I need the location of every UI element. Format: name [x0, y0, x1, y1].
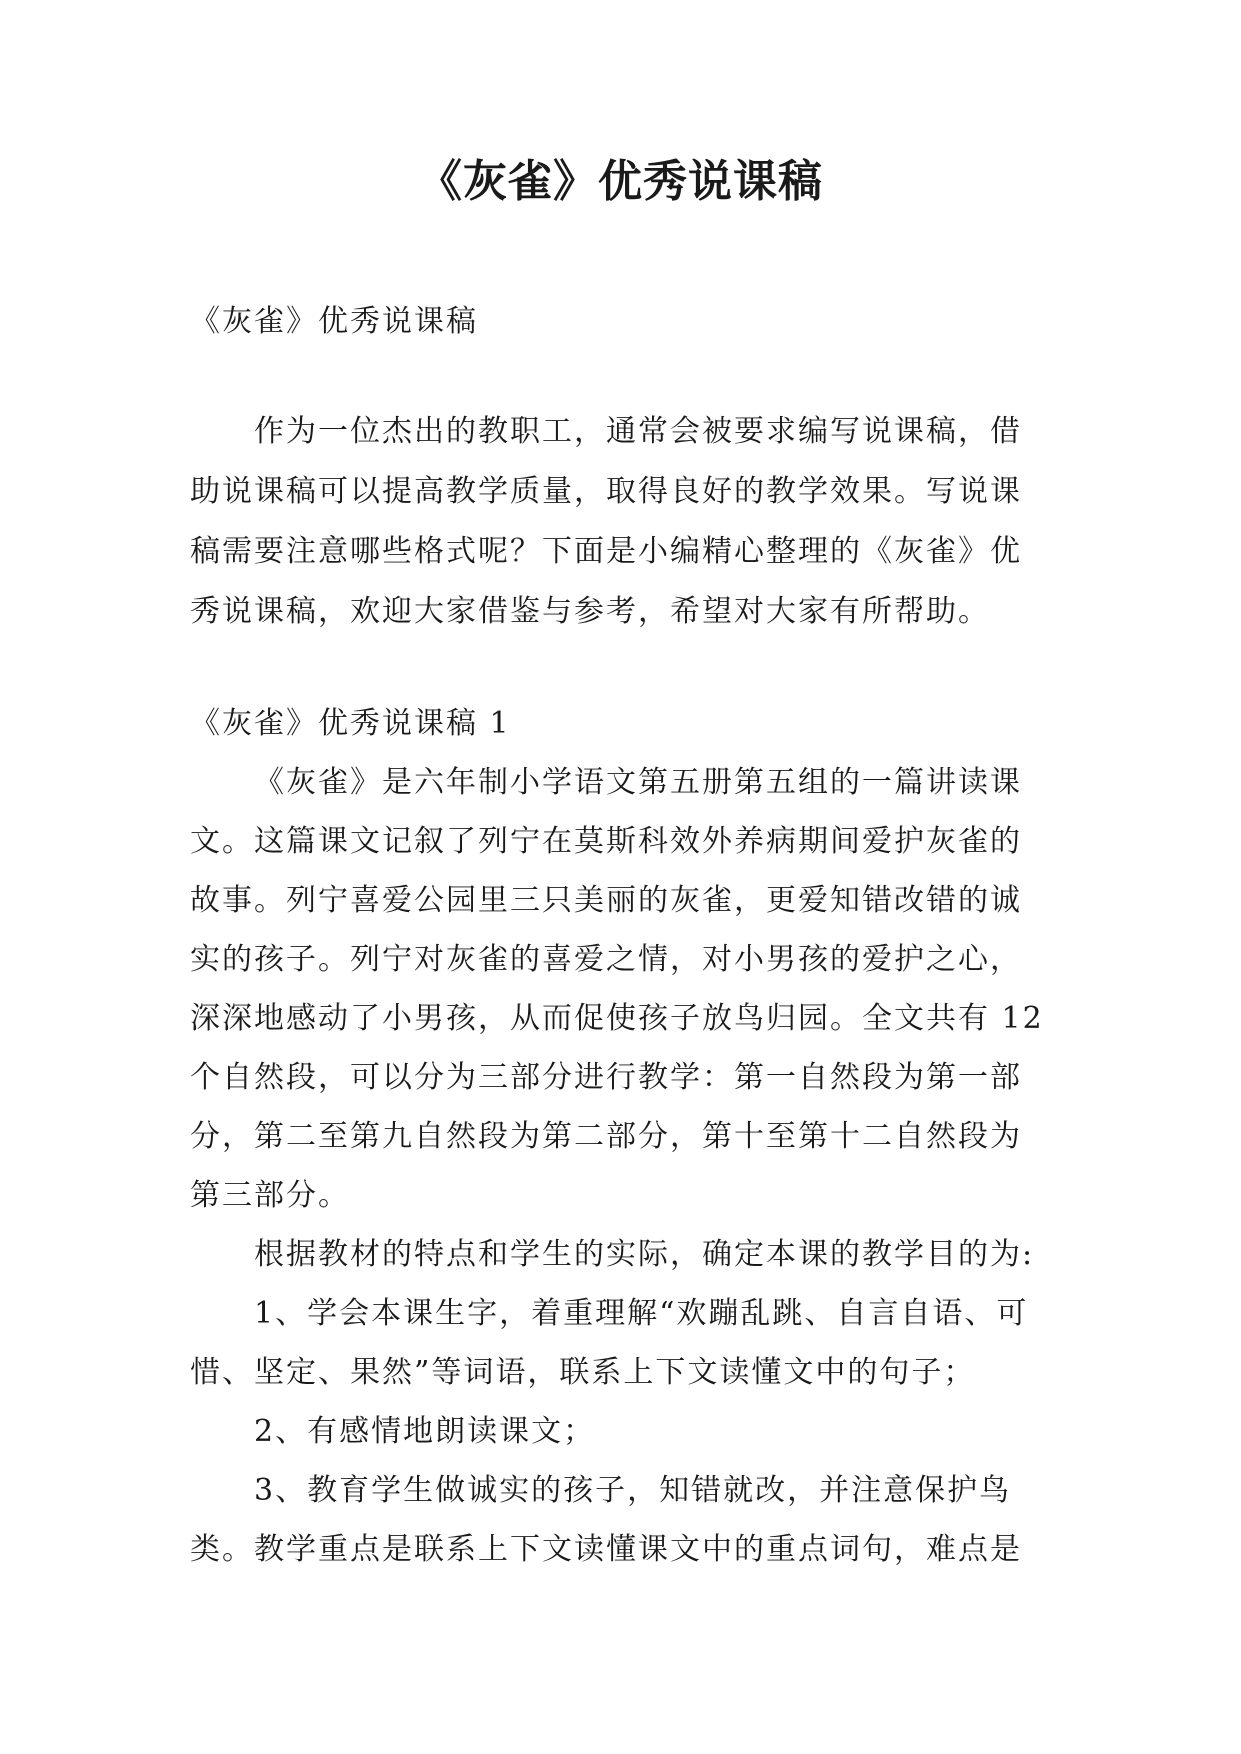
- section-paragraph: 根据教材的特点和学生的实际，确定本课的教学目的为:: [254, 1237, 1035, 1272]
- section-1: [190, 694, 1053, 1579]
- section-heading: 《灰雀》优秀说课稿 1: [190, 706, 511, 741]
- section-paragraph: 3、教育学生做诚实的孩子，知错就改，并注意保护鸟类。教学重点是联系上下文读懂课文中的重点词句，难点是: [190, 1473, 1022, 1567]
- document-subtitle: 《灰雀》优秀说课稿: [190, 304, 478, 339]
- document-title: 《灰雀》优秀说课稿: [418, 156, 823, 207]
- section-paragraph: 2、有感情地朗读课文；: [254, 1414, 596, 1449]
- intro-paragraph: 作为一位杰出的教职工，通常会被要求编写说课稿，借助说课稿可以提高教学质量，取得良好的教学效果。写说课稿需要注意哪些格式呢？下面是小编精心整理的《灰雀》优秀说课稿，欢迎大家借鉴与参考，希望对大家有所帮助。: [190, 414, 1022, 629]
- section-paragraph: 《灰雀》是六年制小学语文第五册第五组的一篇讲读课文。这篇课文记叙了列宁在莫斯科效外养病期间爱护灰雀的故事。列宁喜爱公园里三只美丽的灰雀，更爱知错改错的诚实的孩子。列宁对灰雀的喜爱之情，对小男孩的爱护之心，深深地感动了小男孩，从而促使孩子放鸟归园。全文共有 12 个自然段，可以分为三部分进行教学：第一自然段为第一部分，第二至第九自然段为第二部分，第十至第十二自然段为第三部分。: [190, 765, 1044, 1213]
- section-paragraph: 1、学会本课生字，着重理解“欢蹦乱跳、自言自语、可惜、坚定、果然”等词语，联系上下文读懂文中的句子；: [190, 1296, 1029, 1390]
